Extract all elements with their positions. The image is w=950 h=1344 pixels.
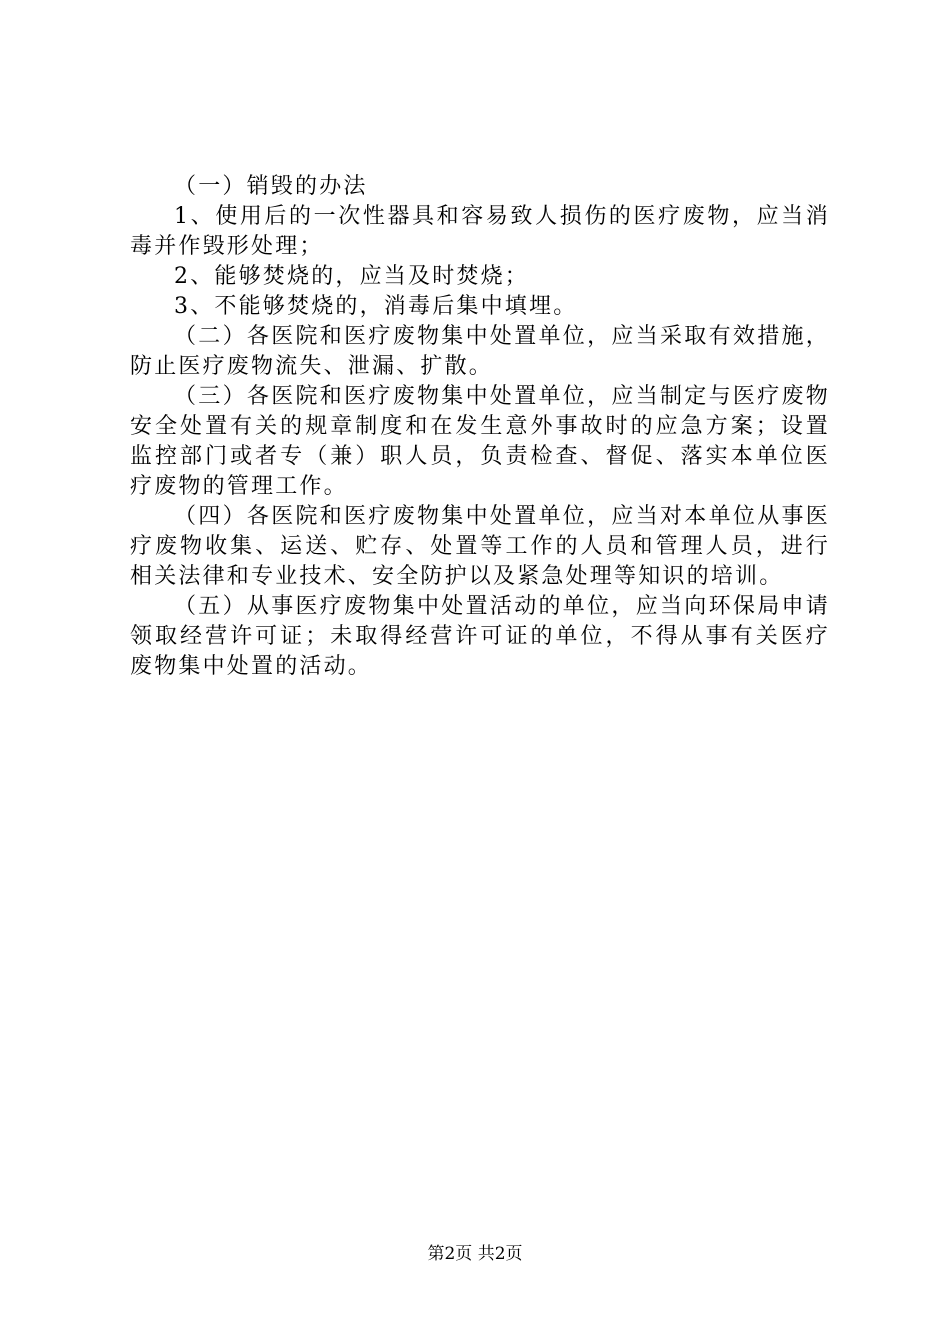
paragraph-item-2: 2、能够焚烧的，应当及时焚烧； bbox=[174, 264, 529, 289]
paragraph-section-3: （三）各医院和医疗废物集中处置单位，应当制定与医疗废物安全处置有关的规章制度和在发生意外事故时的应急方案；设置监控部门或者专（兼）职人员，负责检查、督促、落实本单位医疗废物的管理工作。 bbox=[130, 384, 830, 499]
page-footer bbox=[0, 1242, 950, 1266]
paragraph-item-3: 3、不能够焚烧的，消毒后集中填埋。 bbox=[174, 294, 578, 319]
paragraph-section-5: （五）从事医疗废物集中处置活动的单位，应当向环保局申请领取经营许可证；未取得经营许可证的单位，不得从事有关医疗废物集中处置的活动。 bbox=[130, 594, 830, 679]
paragraph-section-4: （四）各医院和医疗废物集中处置单位，应当对本单位从事医疗废物收集、运送、贮存、处置等工作的人员和管理人员，进行相关法律和专业技术、安全防护以及紧急处理等知识的培训。 bbox=[130, 504, 830, 589]
page-number-label: 第2页 共2页 bbox=[427, 1244, 523, 1264]
document-body bbox=[130, 172, 830, 682]
paragraph-section-2: （二）各医院和医疗废物集中处置单位，应当采取有效措施，防止医疗废物流失、泄漏、扩散。 bbox=[130, 324, 830, 379]
paragraph-item-1: 1、使用后的一次性器具和容易致人损伤的医疗废物，应当消毒并作毁形处理； bbox=[130, 204, 830, 259]
paragraph-disposal-methods-heading: （一）销毁的办法 bbox=[174, 174, 368, 199]
